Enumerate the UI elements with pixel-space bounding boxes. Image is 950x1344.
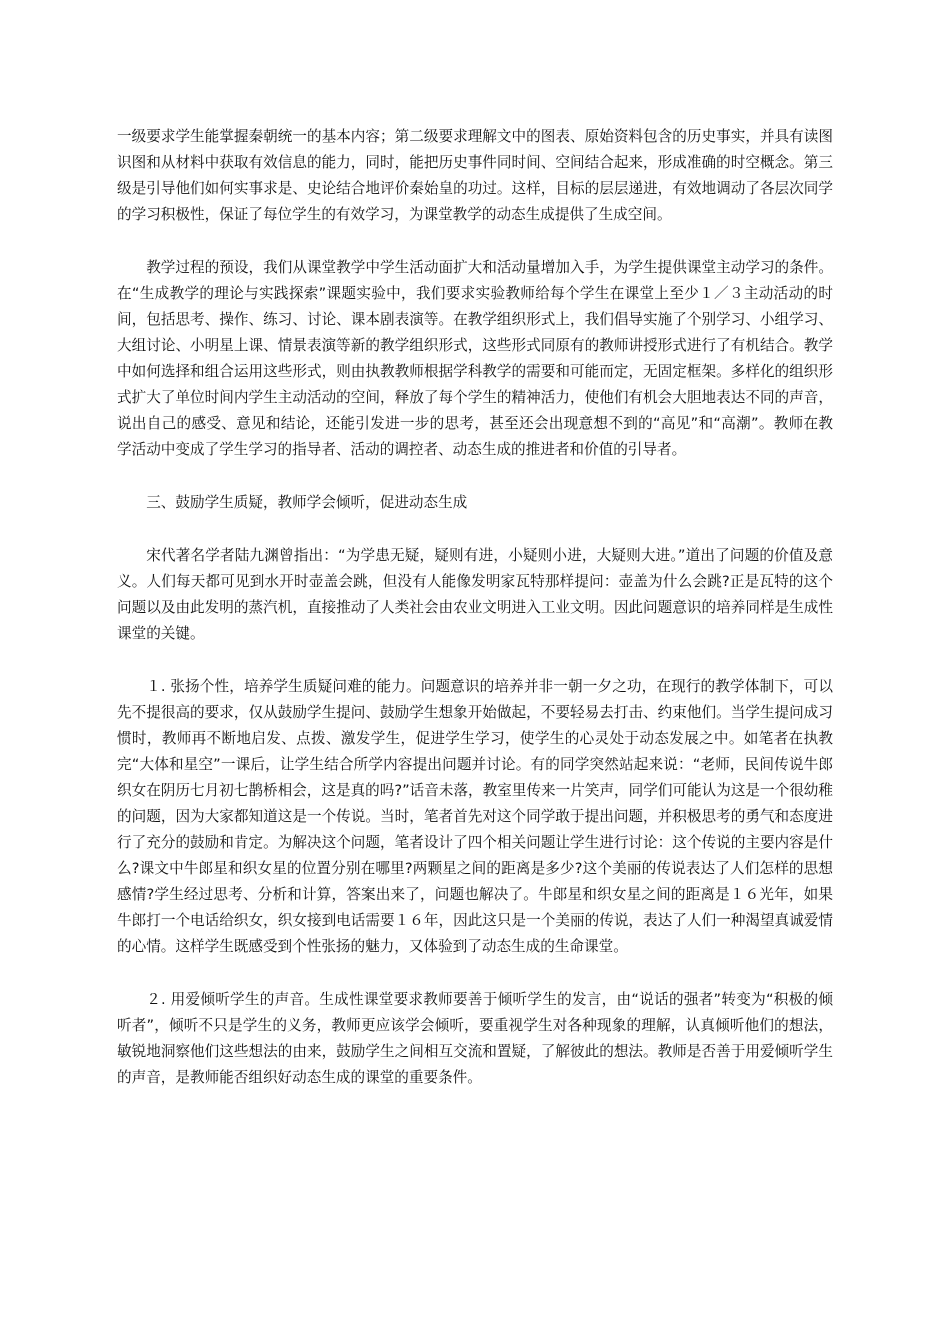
section-heading-3: 三、鼓励学生质疑，教师学会倾听，促进动态生成	[146, 494, 468, 511]
document-page	[117, 124, 833, 1118]
paragraph-point-1: １. 张扬个性，培养学生质疑问难的能力。问题意识的培养并非一朝一夕之功，在现行的教学体制下，可以先不提很高的要求，仅从鼓励学生提问、鼓励学生想象开始做起，不要轻易去打击、约束他们。当学生提问成习惯时，教师再不断地启发、点拨、激发学生，促进学生学习，使学生的心灵处于动态发展之中。如笔者在执教完“大体和星空”一课后，让学生结合所学内容提出问题并讨论。有的同学突然站起来说：“老师，民间传说牛郎织女在阴历七月初七鹊桥相会，这是真的吗?”话音未落，教室里传来一片笑声，同学们可能认为这是一个很幼稚的问题，因为大家都知道这是一个传说。当时，笔者首先对这个同学敢于提出问题，并积极思考的勇气和态度进行了充分的鼓励和肯定。为解决这个问题，笔者设计了四个相关问题让学生进行讨论：这个传说的主要内容是什么?课文中牛郎星和织女星的位置分别在哪里?两颗星之间的距离是多少?这个美丽的传说表达了人们怎样的思想感情?学生经过思考、分析和计算，答案出来了，问题也解决了。牛郎星和织女星之间的距离是１６光年，如果牛郎打一个电话给织女，织女接到电话需要１６年，因此这只是一个美丽的传说，表达了人们一种渴望真诚爱情的心情。这样学生既感受到个性张扬的魅力，又体验到了动态生成的生命课堂。	[117, 678, 833, 955]
paragraph-point-2: ２. 用爱倾听学生的声音。生成性课堂要求教师要善于倾听学生的发言，由“说话的强者”转变为“积极的倾听者”，倾听不只是学生的义务，教师更应该学会倾听，要重视学生对各种现象的理解，认真倾听他们的想法，敏锐地洞察他们这些想法的由来，鼓励学生之间相互交流和置疑，了解彼此的想法。教师是否善于用爱倾听学生的声音，是教师能否组织好动态生成的课堂的重要条件。	[117, 991, 833, 1086]
paragraph-continuation: 一级要求学生能掌握秦朝统一的基本内容；第二级要求理解文中的图表、原始资料包含的历史事实，并具有读图识图和从材料中获取有效信息的能力，同时，能把历史事件同时间、空间结合起来，形成准确的时空概念。第三级是引导他们如何实事求是、史论结合地评价秦始皇的功过。这样，目标的层层递进，有效地调动了各层次同学的学习积极性，保证了每位学生的有效学习，为课堂教学的动态生成提供了生成空间。	[117, 128, 833, 223]
paragraph-teaching-process: 教学过程的预设，我们从课堂教学中学生活动面扩大和活动量增加入手，为学生提供课堂主动学习的条件。在“生成教学的理论与实践探索”课题实验中，我们要求实验教师给每个学生在课堂上至少１／３主动活动的时间，包括思考、操作、练习、讨论、课本剧表演等。在教学组织形式上，我们倡导实施了个别学习、小组学习、大组讨论、小明星上课、情景表演等新的教学组织形式，这些形式同原有的教师讲授形式进行了有机结合。教学中如何选择和组合运用这些形式，则由执教教师根据学科教学的需要和可能而定，无固定框架。多样化的组织形式扩大了单位时间内学生主动活动的空间，释放了每个学生的精神活力，使他们有机会大胆地表达不同的声音，说出自己的感受、意见和结论，还能引发进一步的思考，甚至还会出现意想不到的“高见”和“高潮”。教师在教学活动中变成了学生学习的指导者、活动的调控者、动态生成的推进者和价值的引导者。	[117, 259, 833, 458]
paragraph-questioning-value: 宋代著名学者陆九渊曾指出：“为学患无疑，疑则有进，小疑则小进，大疑则大进。”道出了问题的价值及意义。人们每天都可见到水开时壶盖会跳，但没有人能像发明家瓦特那样提问：壶盖为什么会跳?正是瓦特的这个问题以及由此发明的蒸汽机，直接推动了人类社会由农业文明进入工业文明。因此问题意识的培养同样是生成性课堂的关键。	[117, 547, 833, 642]
